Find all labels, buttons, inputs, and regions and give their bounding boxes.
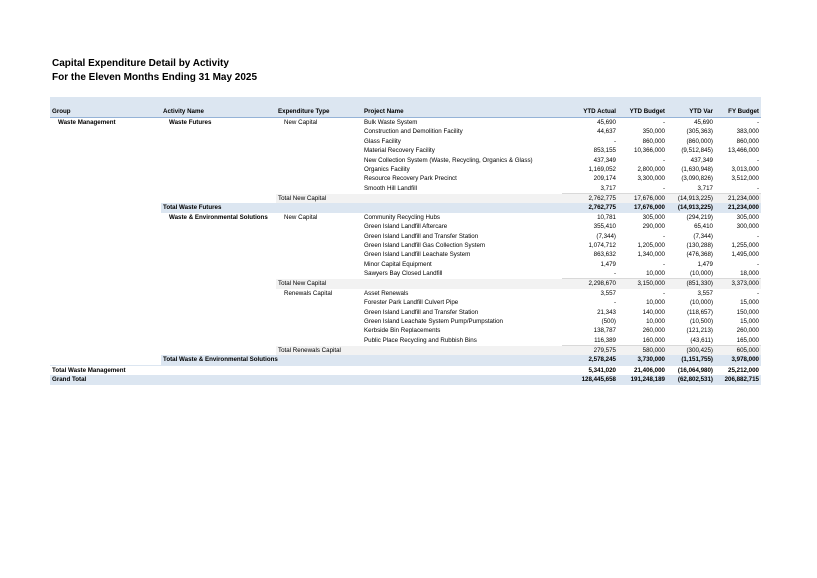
cell-group	[50, 317, 161, 326]
table-row	[50, 232, 761, 241]
table-row	[50, 250, 761, 259]
table-row	[50, 146, 761, 155]
activity-subtotal-row	[50, 203, 761, 212]
cell-empty	[50, 203, 161, 212]
cell-fy-budget: 300,000	[736, 223, 759, 231]
cell-empty	[50, 355, 161, 365]
cell-ytd-var: (1,630,948)	[681, 165, 713, 173]
cell-project: Resource Recovery Park Precinct	[364, 175, 457, 183]
col-header-ytd-budget: YTD Budget	[618, 97, 667, 118]
cell-ytd-actual: 116,389	[594, 336, 616, 344]
cell-activity	[161, 336, 276, 346]
table-row	[50, 317, 761, 326]
cell-activity	[161, 222, 276, 231]
cell-ytd-budget: -	[662, 289, 665, 297]
cell-ytd-budget: -	[662, 260, 665, 268]
cell-ytd-actual: 1,479	[600, 260, 616, 268]
table-row	[50, 308, 761, 317]
group-subtotal-row	[50, 365, 761, 375]
cell-project: Organics Facility	[364, 165, 410, 173]
cell-fy-budget: 1,495,000	[731, 251, 759, 259]
total-ytd-var: (62,802,531)	[667, 375, 715, 384]
cell-fy-budget: -	[756, 260, 759, 268]
subtotal-fy-budget: 605,000	[715, 346, 761, 356]
table-row	[50, 289, 761, 298]
cell-project: Green Island Landfill Gas Collection System	[364, 241, 486, 249]
cell-project: Bulk Waste System	[364, 119, 418, 126]
cell-ytd-budget: 10,000	[646, 270, 665, 277]
cell-fy-budget: -	[756, 119, 759, 126]
table-row	[50, 156, 761, 165]
report-header	[52, 57, 257, 85]
activity-total-fy-budget: 3,978,000	[715, 355, 761, 365]
cell-ytd-actual: 45,690	[597, 119, 616, 126]
cell-ytd-var: 1,479	[697, 260, 713, 268]
cell-ytd-actual: 437,349	[593, 156, 616, 164]
cell-activity	[161, 174, 276, 183]
table-row	[50, 184, 761, 194]
cell-expenditure-type	[276, 241, 362, 250]
total-ytd-budget: 21,406,000	[618, 365, 667, 375]
cell-ytd-actual: 21,343	[597, 308, 616, 316]
cell-ytd-budget: 2,800,000	[637, 165, 665, 173]
cell-empty	[161, 194, 276, 204]
table-row	[50, 326, 761, 335]
cell-project: Green Island Landfill and Transfer Station	[364, 308, 479, 316]
cell-group	[50, 289, 161, 298]
table-row	[50, 260, 761, 269]
cell-project: Minor Capital Equipment	[364, 260, 432, 268]
total-fy-budget: 25,212,000	[715, 365, 761, 375]
table-row	[50, 336, 761, 346]
subtotal-ytd-var: (851,330)	[667, 279, 715, 289]
activity-total-ytd-var: (1,151,755)	[667, 355, 715, 365]
cell-ytd-actual: 1,169,052	[588, 165, 616, 173]
report-title: Capital Expenditure Detail by Activity	[52, 58, 229, 69]
cell-ytd-var: (118,657)	[686, 308, 713, 316]
cell-activity	[161, 127, 276, 136]
table-row	[50, 165, 761, 174]
cell-ytd-actual: 355,410	[593, 223, 616, 231]
cell-ytd-var: (294,219)	[686, 213, 713, 221]
cell-project: Asset Renewals	[364, 289, 409, 297]
cell-ytd-var: (305,363)	[686, 128, 713, 136]
cell-ytd-budget: 10,000	[646, 317, 665, 325]
cell-activity	[161, 289, 276, 298]
subtotal-ytd-budget: 3,150,000	[618, 279, 667, 289]
cell-expenditure-type	[276, 127, 362, 136]
table-row	[50, 298, 761, 307]
cell-empty	[362, 279, 562, 289]
cell-group	[50, 222, 161, 231]
subtotal-label: Total New Capital	[276, 194, 362, 204]
cell-fy-budget: 15,000	[740, 299, 759, 307]
cell-ytd-budget: -	[662, 119, 665, 126]
cell-group	[50, 298, 161, 307]
cell-group	[50, 165, 161, 174]
cell-group	[50, 174, 161, 183]
cell-project: Forester Park Landfill Culvert Pipe	[364, 299, 459, 307]
grand-total-label: Grand Total	[50, 375, 562, 384]
cell-activity	[161, 269, 276, 279]
subtotal-fy-budget: 3,373,000	[715, 279, 761, 289]
cell-project: Green Island Leachate System Pump/Pumpstation	[364, 317, 503, 325]
cell-ytd-actual: -	[613, 137, 616, 145]
cell-activity	[161, 184, 276, 194]
cell-ytd-actual: 1,074,712	[588, 241, 616, 249]
activity-subtotal-row	[50, 355, 761, 365]
cell-ytd-var: (10,000)	[689, 270, 713, 277]
cell-expenditure-type	[276, 174, 362, 183]
cell-empty	[50, 346, 161, 356]
expenditure-subtotal-row	[50, 346, 761, 356]
cell-expenditure-type	[276, 326, 362, 335]
cell-fy-budget: 260,000	[736, 327, 759, 335]
cell-ytd-budget: -	[662, 184, 665, 192]
cell-ytd-budget: 860,000	[642, 137, 665, 145]
cell-group	[50, 260, 161, 269]
table-header-row	[50, 97, 761, 118]
activity-total-ytd-var: (14,913,225)	[667, 203, 715, 212]
cell-project: Smooth Hill Landfill	[364, 184, 417, 192]
cell-ytd-actual: 3,557	[600, 289, 616, 297]
table-row	[50, 137, 761, 146]
cell-project: Green Island Landfill Aftercare	[364, 223, 448, 231]
cell-ytd-var: (130,288)	[686, 241, 713, 249]
subtotal-ytd-budget: 17,676,000	[618, 194, 667, 204]
cell-activity	[161, 260, 276, 269]
subtotal-ytd-budget: 580,000	[618, 346, 667, 356]
subtotal-fy-budget: 21,234,000	[715, 194, 761, 204]
cell-group	[50, 336, 161, 346]
cell-expenditure-type	[276, 222, 362, 231]
col-header-expenditure-type: Expenditure Type	[276, 97, 362, 118]
activity-total-label: Total Waste & Environmental Solutions	[161, 355, 562, 365]
cell-activity	[161, 165, 276, 174]
cell-ytd-budget: 160,000	[642, 336, 665, 344]
activity-total-ytd-actual: 2,762,775	[562, 203, 618, 212]
cell-activity: Waste & Environmental Solutions	[169, 213, 268, 221]
cell-expenditure-type	[276, 298, 362, 307]
cell-fy-budget: 165,000	[736, 336, 759, 344]
cell-expenditure-type: Renewals Capital	[284, 289, 333, 297]
cell-empty	[362, 194, 562, 204]
cell-group	[50, 308, 161, 317]
cell-empty	[161, 279, 276, 289]
cell-ytd-budget: 140,000	[642, 308, 665, 316]
subtotal-ytd-actual: 279,575	[562, 346, 618, 356]
cell-ytd-var: (860,000)	[686, 137, 713, 145]
cell-group	[50, 127, 161, 136]
cell-activity	[161, 146, 276, 155]
subtotal-ytd-actual: 2,762,775	[562, 194, 618, 204]
cell-fy-budget: -	[756, 289, 759, 297]
cell-ytd-actual: 863,632	[593, 251, 616, 259]
cell-fy-budget: 860,000	[736, 137, 759, 145]
expenditure-subtotal-row	[50, 279, 761, 289]
cell-ytd-budget: 1,205,000	[637, 241, 665, 249]
cell-expenditure-type	[276, 308, 362, 317]
cell-ytd-budget: 290,000	[642, 223, 665, 231]
total-ytd-var: (16,064,980)	[667, 365, 715, 375]
cell-ytd-var: 3,717	[697, 184, 713, 192]
cell-ytd-budget: 350,000	[642, 128, 665, 136]
cell-activity: Waste Futures	[169, 119, 212, 126]
capex-table	[50, 97, 761, 385]
cell-project: New Collection System (Waste, Recycling, Organics & Glass)	[364, 156, 533, 164]
cell-expenditure-type: New Capital	[284, 119, 318, 126]
cell-project: Public Place Recycling and Rubbish Bins	[364, 336, 477, 344]
cell-group	[50, 326, 161, 335]
cell-group	[50, 146, 161, 155]
cell-project: Glass Facility	[364, 137, 401, 145]
cell-fy-budget: 3,512,000	[731, 175, 759, 183]
cell-fy-budget: 305,000	[736, 213, 759, 221]
cell-expenditure-type: New Capital	[284, 213, 318, 221]
total-ytd-budget: 191,248,189	[618, 375, 667, 384]
cell-expenditure-type	[276, 156, 362, 165]
cell-ytd-var: 45,690	[694, 119, 713, 126]
cell-ytd-budget: 10,000	[646, 299, 665, 307]
table-row	[50, 213, 761, 222]
cell-group	[50, 241, 161, 250]
cell-activity	[161, 298, 276, 307]
cell-expenditure-type	[276, 260, 362, 269]
cell-group	[50, 269, 161, 279]
cell-group	[50, 232, 161, 241]
cell-ytd-actual: 853,155	[593, 147, 616, 155]
cell-ytd-var: (43,611)	[690, 336, 713, 344]
cell-ytd-actual: 10,781	[597, 213, 616, 221]
cell-fy-budget: 150,000	[736, 308, 759, 316]
cell-activity	[161, 241, 276, 250]
table-row	[50, 118, 761, 128]
cell-fy-budget: 383,000	[736, 128, 759, 136]
cell-fy-budget: -	[756, 232, 759, 240]
cell-ytd-var: (10,000)	[689, 299, 713, 307]
col-header-ytd-actual: YTD Actual	[562, 97, 618, 118]
cell-ytd-budget: 305,000	[642, 213, 665, 221]
subtotal-label: Total Renewals Capital	[276, 346, 362, 356]
cell-ytd-var: 3,557	[697, 289, 713, 297]
cell-ytd-var: (10,500)	[689, 317, 713, 325]
cell-ytd-budget: -	[662, 232, 665, 240]
total-ytd-actual: 128,445,658	[562, 375, 618, 384]
cell-project: Kerbside Bin Replacements	[364, 327, 441, 335]
cell-group	[50, 156, 161, 165]
subtotal-ytd-var: (14,913,225)	[667, 194, 715, 204]
cell-project: Material Recovery Facility	[364, 147, 435, 155]
cell-expenditure-type	[276, 232, 362, 241]
activity-total-label: Total Waste Futures	[161, 203, 562, 212]
cell-ytd-actual: (7,344)	[596, 232, 616, 240]
cell-expenditure-type	[276, 317, 362, 326]
cell-fy-budget: -	[756, 156, 759, 164]
cell-ytd-actual: 209,174	[593, 175, 616, 183]
cell-ytd-var: (9,512,845)	[681, 147, 713, 155]
cell-group: Waste Management	[58, 119, 116, 126]
cell-ytd-budget: 10,366,000	[634, 147, 665, 155]
cell-expenditure-type	[276, 184, 362, 194]
cell-activity	[161, 308, 276, 317]
cell-project: Green Island Landfill Leachate System	[364, 251, 471, 259]
cell-group	[50, 137, 161, 146]
table-row	[50, 174, 761, 183]
col-header-fy-budget: FY Budget	[715, 97, 761, 118]
cell-ytd-actual: (500)	[601, 317, 616, 325]
col-header-ytd-var: YTD Var	[667, 97, 715, 118]
cell-group	[50, 184, 161, 194]
col-header-activity: Activity Name	[161, 97, 276, 118]
cell-activity	[161, 326, 276, 335]
cell-fy-budget: 3,013,000	[731, 165, 759, 173]
cell-ytd-var: (121,213)	[686, 327, 713, 335]
table-row	[50, 241, 761, 250]
cell-fy-budget: 18,000	[740, 270, 759, 277]
cell-empty	[362, 346, 562, 356]
cell-group	[50, 250, 161, 259]
cell-expenditure-type	[276, 137, 362, 146]
cell-project: Community Recycling Hubs	[364, 213, 440, 221]
cell-ytd-actual: 3,717	[600, 184, 616, 192]
cell-ytd-budget: 1,340,000	[637, 251, 665, 259]
cell-fy-budget: 13,466,000	[728, 147, 759, 155]
cell-fy-budget: -	[756, 184, 759, 192]
cell-ytd-var: 437,349	[690, 156, 713, 164]
col-header-group: Group	[50, 97, 161, 118]
cell-expenditure-type	[276, 165, 362, 174]
subtotal-ytd-actual: 2,298,670	[562, 279, 618, 289]
activity-total-ytd-actual: 2,578,245	[562, 355, 618, 365]
cell-ytd-actual: 138,787	[593, 327, 616, 335]
cell-expenditure-type	[276, 146, 362, 155]
cell-group	[50, 213, 161, 222]
col-header-project: Project Name	[362, 97, 562, 118]
cell-expenditure-type	[276, 336, 362, 346]
total-fy-budget: 206,882,715	[715, 375, 761, 384]
table-row	[50, 222, 761, 231]
cell-ytd-var: (3,090,826)	[681, 175, 713, 183]
cell-fy-budget: 15,000	[740, 317, 759, 325]
cell-project: Sawyers Bay Closed Landfill	[364, 270, 443, 278]
cell-ytd-var: 65,410	[694, 223, 713, 231]
group-total-label: Total Waste Management	[50, 365, 562, 375]
cell-ytd-budget: -	[662, 156, 665, 164]
cell-ytd-budget: 3,300,000	[637, 175, 665, 183]
cell-empty	[50, 279, 161, 289]
cell-empty	[161, 346, 276, 356]
total-ytd-actual: 5,341,020	[562, 365, 618, 375]
cell-ytd-actual: -	[613, 299, 616, 307]
grand-total-row	[50, 375, 761, 384]
cell-activity	[161, 250, 276, 259]
cell-ytd-var: (476,368)	[686, 251, 713, 259]
cell-ytd-var: (7,344)	[693, 232, 713, 240]
cell-ytd-budget: 260,000	[642, 327, 665, 335]
activity-total-ytd-budget: 3,730,000	[618, 355, 667, 365]
cell-expenditure-type	[276, 269, 362, 279]
activity-total-ytd-budget: 17,676,000	[618, 203, 667, 212]
table-row	[50, 127, 761, 136]
cell-project: Green Island Landfill and Transfer Station	[364, 232, 479, 240]
cell-project: Construction and Demolition Facility	[364, 128, 463, 136]
subtotal-ytd-var: (300,425)	[667, 346, 715, 356]
activity-total-fy-budget: 21,234,000	[715, 203, 761, 212]
cell-ytd-actual: 44,637	[597, 128, 616, 136]
report-subtitle: For the Eleven Months Ending 31 May 2025	[52, 72, 258, 83]
table-row	[50, 269, 761, 279]
cell-activity	[161, 317, 276, 326]
subtotal-label: Total New Capital	[276, 279, 362, 289]
cell-activity	[161, 232, 276, 241]
expenditure-subtotal-row	[50, 194, 761, 204]
cell-fy-budget: 1,255,000	[731, 241, 759, 249]
table-body	[50, 118, 761, 385]
cell-activity	[161, 137, 276, 146]
cell-expenditure-type	[276, 250, 362, 259]
cell-ytd-actual: -	[613, 270, 616, 277]
cell-empty	[50, 194, 161, 204]
cell-activity	[161, 156, 276, 165]
